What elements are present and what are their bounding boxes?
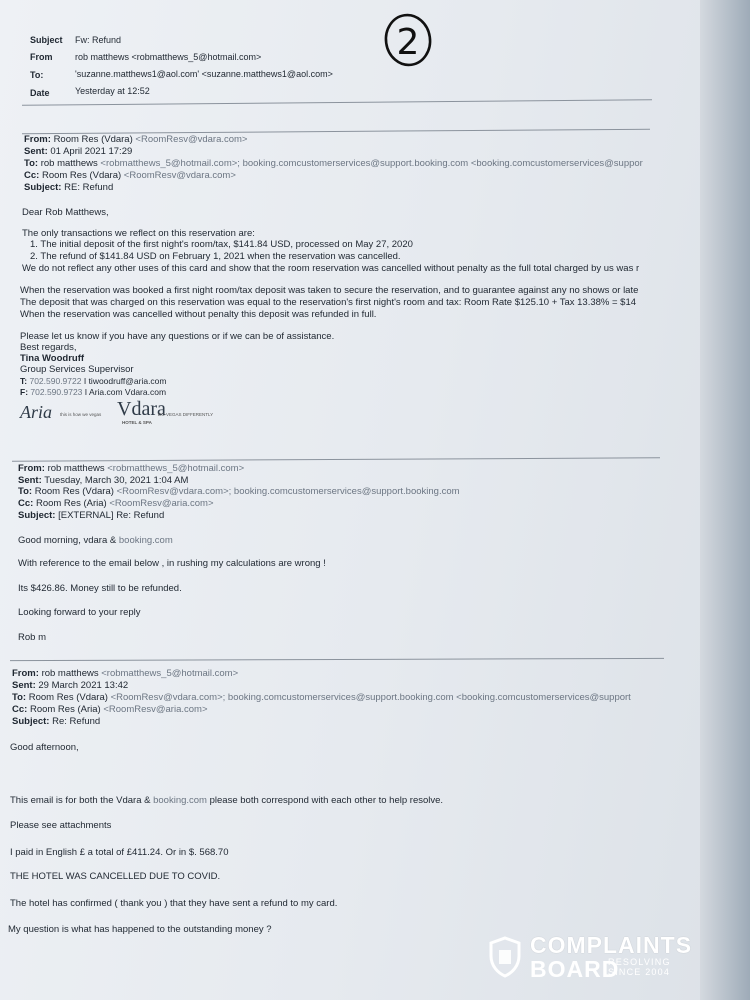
email1-paragraph: We do not reflect any other uses of this card and show that the room reservation was cancelled without penalty as the full total charged by us was r	[22, 263, 640, 274]
email2-paragraph: With reference to the email below , in rushing my calculations are wrong !	[18, 558, 326, 569]
email2-divider	[12, 457, 660, 461]
email1-paragraph: When the reservation was cancelled without penalty this deposit was refunded in full.	[20, 309, 377, 320]
shield-icon	[488, 936, 522, 978]
header-date: Yesterday at 12:52	[75, 86, 150, 96]
email2-paragraph: Its $426.86. Money still to be refunded.	[18, 583, 182, 594]
email3-divider	[10, 658, 664, 661]
watermark-line2: BOARD	[530, 956, 620, 982]
vdara-logo-sub: HOTEL & SPA	[122, 420, 152, 425]
email2-from: From: rob matthews <robmatthews_5@hotmail.com>	[18, 463, 245, 474]
header-to: 'suzanne.matthews1@aol.com' <suzanne.matthews1@aol.com>	[75, 69, 333, 79]
handwritten-page-number: 2	[396, 22, 420, 63]
signature-name: Tina Woodruff	[20, 353, 85, 364]
background-surface	[700, 0, 750, 1000]
email3-paragraph: This email is for both the Vdara & booking.com please both correspond with each other to help resolve.	[10, 795, 444, 806]
email3-greeting: Good afternoon,	[10, 742, 79, 753]
vdara-tagline: DO VEGAS DIFFERENTLY	[158, 412, 214, 417]
email2-paragraph: Looking forward to your reply	[18, 607, 141, 618]
aria-tagline: this is how we vegas	[60, 412, 102, 417]
complaintsboard-watermark	[488, 932, 703, 982]
email1-paragraph: Please let us know if you have any questions or if we can be of assistance.	[20, 331, 335, 342]
email3-paragraph: THE HOTEL WAS CANCELLED DUE TO COVID.	[10, 871, 221, 882]
email1-paragraph: The deposit that was charged on this reservation was equal to the reservation's first night's room and tax: Room Rate $125.10 + Tax 13.38% = $14	[20, 297, 637, 308]
email1-from: From: Room Res (Vdara) <RoomResv@vdara.com>	[24, 134, 248, 145]
email3-subject: Subject: Re: Refund	[12, 716, 101, 727]
email2-signoff: Rob m	[18, 632, 46, 643]
email3-sent: Sent: 29 March 2021 13:42	[12, 680, 129, 691]
email1-list-item: 2. The refund of $141.84 USD on February 1, 2021 when the reservation was cancelled.	[30, 251, 401, 262]
watermark-line1: COMPLAINTS	[530, 932, 693, 958]
header-from-label: From	[30, 52, 53, 62]
header-subject: Fw: Refund	[75, 35, 122, 45]
signature-phone: T: 702.590.9722 I tiwoodruff@aria.com	[20, 376, 167, 386]
email2-sent: Sent: Tuesday, March 30, 2021 1:04 AM	[18, 475, 189, 486]
header-divider	[22, 99, 652, 105]
email2-greeting: Good morning, vdara & booking.com	[18, 535, 173, 546]
email2-to: To: Room Res (Vdara) <RoomResv@vdara.com>; booking.comcustomerservices@support.booking.com	[18, 486, 460, 497]
header-subject-label: Subject	[30, 35, 63, 45]
email1-regards: Best regards,	[20, 342, 77, 353]
email1-subject: Subject: RE: Refund	[24, 182, 114, 193]
email1-paragraph: When the reservation was booked a first night room/tax deposit was taken to secure the reservation, and to guarantee against any no shows or late	[20, 285, 639, 296]
email2-subject: Subject: [EXTERNAL] Re: Refund	[18, 510, 165, 521]
email2-cc: Cc: Room Res (Aria) <RoomResv@aria.com>	[18, 498, 214, 509]
email3-to: To: Room Res (Vdara) <RoomResv@vdara.com>; booking.comcustomerservices@support.booking.com <booking.comcustomerservices@support	[12, 692, 631, 703]
handwritten-circle	[382, 10, 434, 68]
signature-title: Group Services Supervisor	[20, 364, 134, 375]
watermark-tagline: RESOLVING SINCE 2004	[608, 957, 671, 977]
signature-fax: F: 702.590.9723 I Aria.com Vdara.com	[20, 387, 167, 397]
email3-paragraph: I paid in English £ a total of £411.24. Or in $. 568.70	[10, 847, 229, 858]
email3-paragraph: My question is what has happened to the outstanding money ?	[8, 924, 272, 935]
email3-paragraph: Please see attachments	[10, 820, 112, 831]
header-date-label: Date	[30, 88, 50, 98]
email1-list-item: 1. The initial deposit of the first night's room/tax, $141.84 USD, processed on May 27, 2020	[30, 239, 413, 250]
header-to-label: To:	[30, 70, 44, 80]
email1-sent: Sent: 01 April 2021 17:29	[24, 146, 133, 157]
aria-logo: Aria	[20, 402, 53, 422]
header-from: rob matthews <robmatthews_5@hotmail.com>	[75, 52, 262, 62]
email1-to: To: rob matthews <robmatthews_5@hotmail.com>; booking.comcustomerservices@support.booking.com <booking.comcustomerservices@suppor	[24, 158, 643, 169]
email3-paragraph: The hotel has confirmed ( thank you ) that they have sent a refund to my card.	[10, 898, 338, 909]
email1-cc: Cc: Room Res (Vdara) <RoomResv@vdara.com>	[24, 170, 236, 181]
email3-cc: Cc: Room Res (Aria) <RoomResv@aria.com>	[12, 704, 208, 715]
email3-from: From: rob matthews <robmatthews_5@hotmail.com>	[12, 668, 239, 679]
vdara-logo: Vdara	[117, 398, 166, 420]
email1-paragraph: The only transactions we reflect on this reservation are:	[22, 228, 255, 239]
email1-greeting: Dear Rob Matthews,	[22, 207, 109, 218]
